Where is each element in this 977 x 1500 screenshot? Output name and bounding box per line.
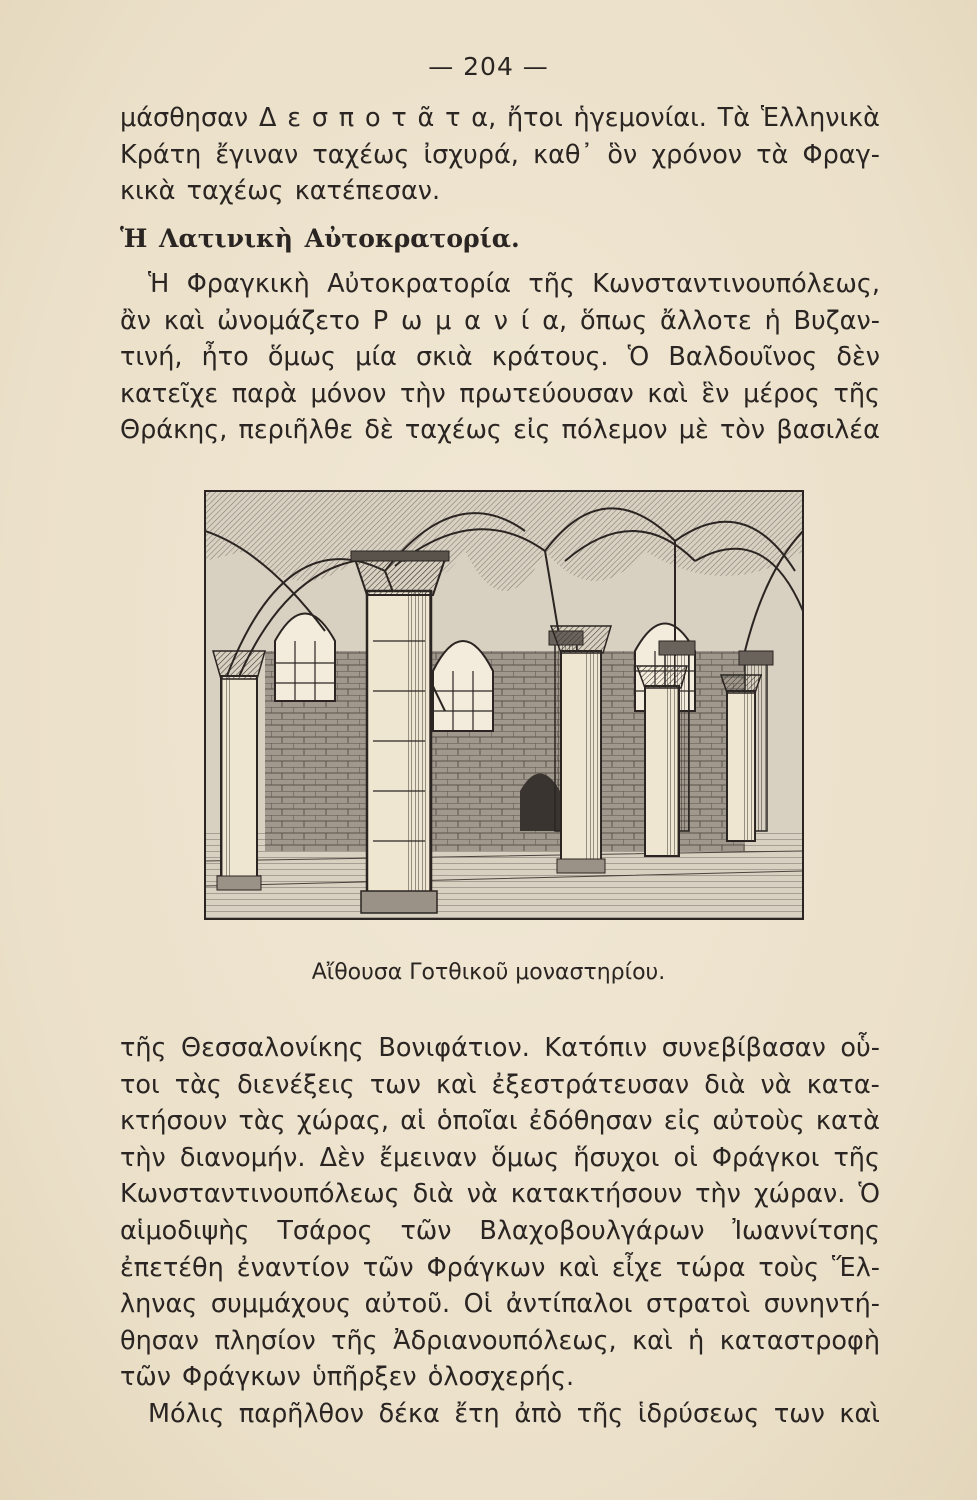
- text-line: τὴν διανομήν. Δὲν ἔμειναν ὅμως ἥσυχοι οἱ Φράγκοι τῆς: [120, 1142, 880, 1173]
- section-latin-empire: [120, 221, 880, 258]
- text-line: αἱμοδιψὴς Τσάρος τῶν Βλαχοβουλγάρων Ἰωαννίτσης: [120, 1215, 880, 1246]
- section-paragraph: [120, 266, 880, 449]
- text-line: μάσθησαν Δ ε σ π ο τ ᾶ τ α, ἤτοι ἡγεμονίαι. Τὰ Ἑλληνικὰ: [120, 103, 880, 133]
- figure-caption: Αἴθουσα Γοτθικοῦ μοναστηρίου.: [311, 960, 666, 985]
- figure-gothic-hall: [204, 490, 804, 920]
- text-line: τῶν Φράγκων ὑπῆρξεν ὁλοσχερής.: [120, 1362, 575, 1393]
- bottom-paragraph: [120, 1030, 880, 1433]
- text-line: Μόλις παρῆλθον δέκα ἔτη ἀπὸ τῆς ἱδρύσεως των καὶ: [148, 1398, 880, 1429]
- text-line: Θράκης, περιῆλθε δὲ ταχέως εἰς πόλεμον μὲ τὸν βασιλέα: [120, 415, 880, 446]
- text-line: κικὰ ταχέως κατέπεσαν.: [120, 176, 441, 207]
- text-line: ληνας συμμάχους αὐτοῦ. Οἱ ἀντίπαλοι στρατοὶ συνηντή-: [120, 1289, 880, 1320]
- top-paragraph: [120, 100, 880, 210]
- text-line: κτήσουν τὰς χώρας, αἱ ὁποῖαι ἐδόθησαν εἰς αὐτοὺς κατὰ: [120, 1106, 880, 1137]
- text-line: τοι τὰς διενέξεις των καὶ ἐξεστράτευσαν διὰ νὰ κατα-: [120, 1069, 880, 1100]
- text-line: Κράτη ἔγιναν ταχέως ἰσχυρά, καθ᾽ ὃν χρόνον τὰ Φραγ-: [120, 139, 880, 170]
- text-line: Κωνσταντινουπόλεως διὰ νὰ κατακτήσουν τὴν χώραν. Ὁ: [120, 1179, 880, 1210]
- text-line: ἂν καὶ ὠνομάζετο Ρ ω μ α ν ί α, ὅπως ἄλλοτε ἡ Βυζαν-: [120, 305, 880, 336]
- text-line: θησαν πλησίον τῆς Ἀδριανουπόλεως, καὶ ἡ καταστροφὴ: [120, 1325, 880, 1356]
- gothic-hall-illustration: [205, 491, 803, 919]
- text-line: τινή, ἦτο ὅμως μία σκιὰ κράτους. Ὁ Βαλδουῖνος δὲν: [120, 342, 880, 373]
- section-heading: Ἡ Λατινικὴ Αὐτοκρατορία.: [120, 224, 520, 253]
- text-line: τῆς Θεσσαλονίκης Βονιφάτιον. Κατόπιν συνεβίβασαν οὗ-: [120, 1033, 880, 1063]
- text-line: ἐπετέθη ἐναντίον τῶν Φράγκων καὶ εἶχε τώρα τοὺς Ἕλ-: [120, 1252, 880, 1283]
- page-number: — 204 —: [428, 52, 549, 81]
- text-line: κατεῖχε παρὰ μόνον τὴν πρωτεύουσαν καὶ ἓν μέρος τῆς: [120, 378, 880, 409]
- text-line: Ἡ Φραγκικὴ Αὐτοκρατορία τῆς Κωνσταντινουπόλεως,: [148, 269, 880, 299]
